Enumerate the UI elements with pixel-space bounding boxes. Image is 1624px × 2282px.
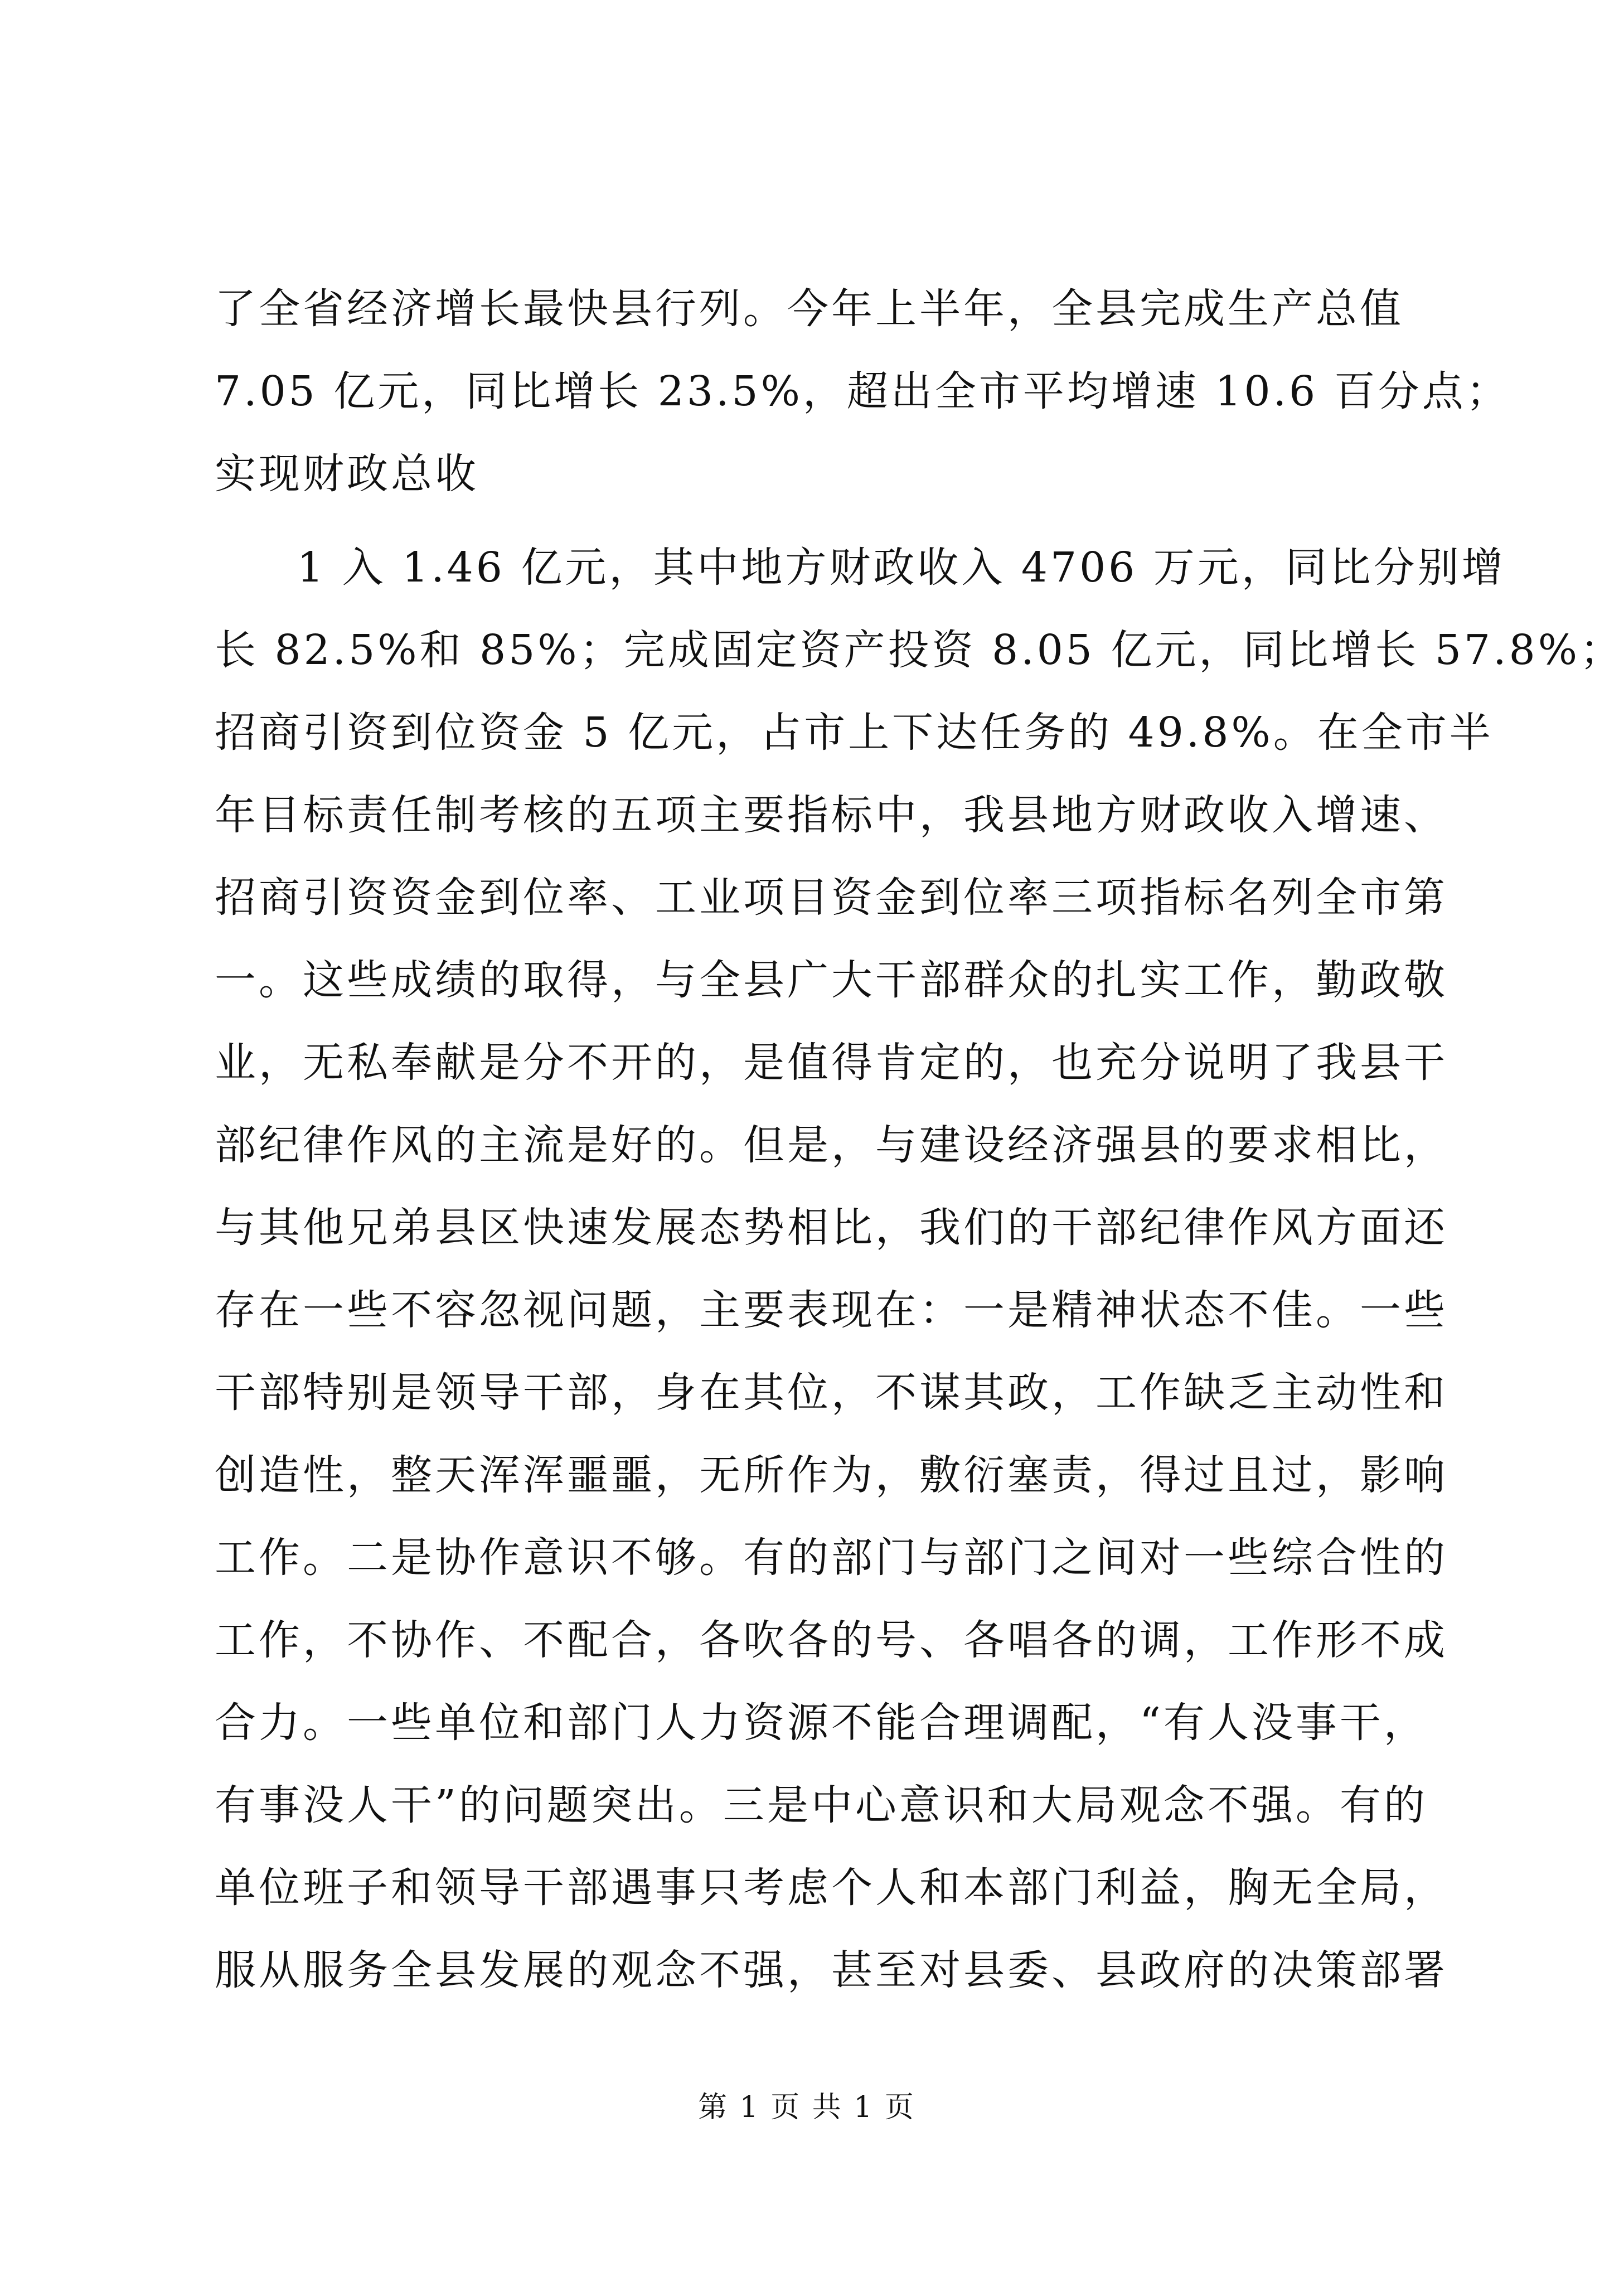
text-line: 一。这些成绩的取得，与全县广大干部群众的扎实工作，勤政敬 [215, 956, 1448, 1004]
text-line: 工作，不协作、不配合，各吹各的号、各唱各的调，工作形不成 [215, 1616, 1448, 1664]
text-line: 年目标责任制考核的五项主要指标中，我县地方财政收入增速、 [215, 791, 1448, 839]
text-line: 单位班子和领导干部遇事只考虑个人和本部门利益，胸无全局， [215, 1864, 1448, 1912]
text-line: 工作。二是协作意识不够。有的部门与部门之间对一些综合性的 [215, 1534, 1448, 1582]
text-line: 业，无私奉献是分不开的，是值得肯定的，也充分说明了我县干 [215, 1039, 1448, 1087]
text-line: 7.05 亿元，同比增长 23.5%，超出全市平均增速 10.6 百分点； [215, 367, 1510, 415]
page-number-footer: 第 1 页 共 1 页 [698, 2091, 915, 2124]
body-text [215, 268, 1624, 2012]
text-line: 与其他兄弟县区快速发展态势相比，我们的干部纪律作风方面还 [215, 1204, 1448, 1252]
text-line: 了全省经济增长最快县行列。今年上半年，全县完成生产总值 [215, 285, 1404, 333]
text-line: 创造性，整天浑浑噩噩，无所作为，敷衍塞责，得过且过，影响 [215, 1451, 1448, 1499]
text-line: 招商引资资金到位率、工业项目资金到位率三项指标名列全市第 [215, 874, 1448, 922]
text-line: 实现财政总收 [215, 450, 479, 498]
text-line: 干部特别是领导干部，身在其位，不谋其政，工作缺乏主动性和 [215, 1369, 1448, 1417]
text-line: 服从服务全县发展的观念不强，甚至对县委、县政府的决策部署 [215, 1946, 1448, 1994]
text-line: 1 入 1.46 亿元，其中地方财政收入 4706 万元，同比分别增 [297, 544, 1506, 592]
text-line: 存在一些不容忽视问题，主要表现在：一是精神状态不佳。一些 [215, 1286, 1448, 1334]
text-line: 合力。一些单位和部门人力资源不能合理调配，“有人没事干， [215, 1699, 1428, 1747]
text-line: 部纪律作风的主流是好的。但是，与建设经济强县的要求相比， [215, 1121, 1448, 1169]
text-line: 长 82.5%和 85%；完成固定资产投资 8.05 亿元，同比增长 57.8%； [215, 626, 1624, 674]
text-line: 有事没人干”的问题突出。三是中心意识和大局观念不强。有的 [215, 1781, 1428, 1829]
text-line: 招商引资到位资金 5 亿元，占市上下达任务的 49.8%。在全市半 [215, 709, 1494, 757]
